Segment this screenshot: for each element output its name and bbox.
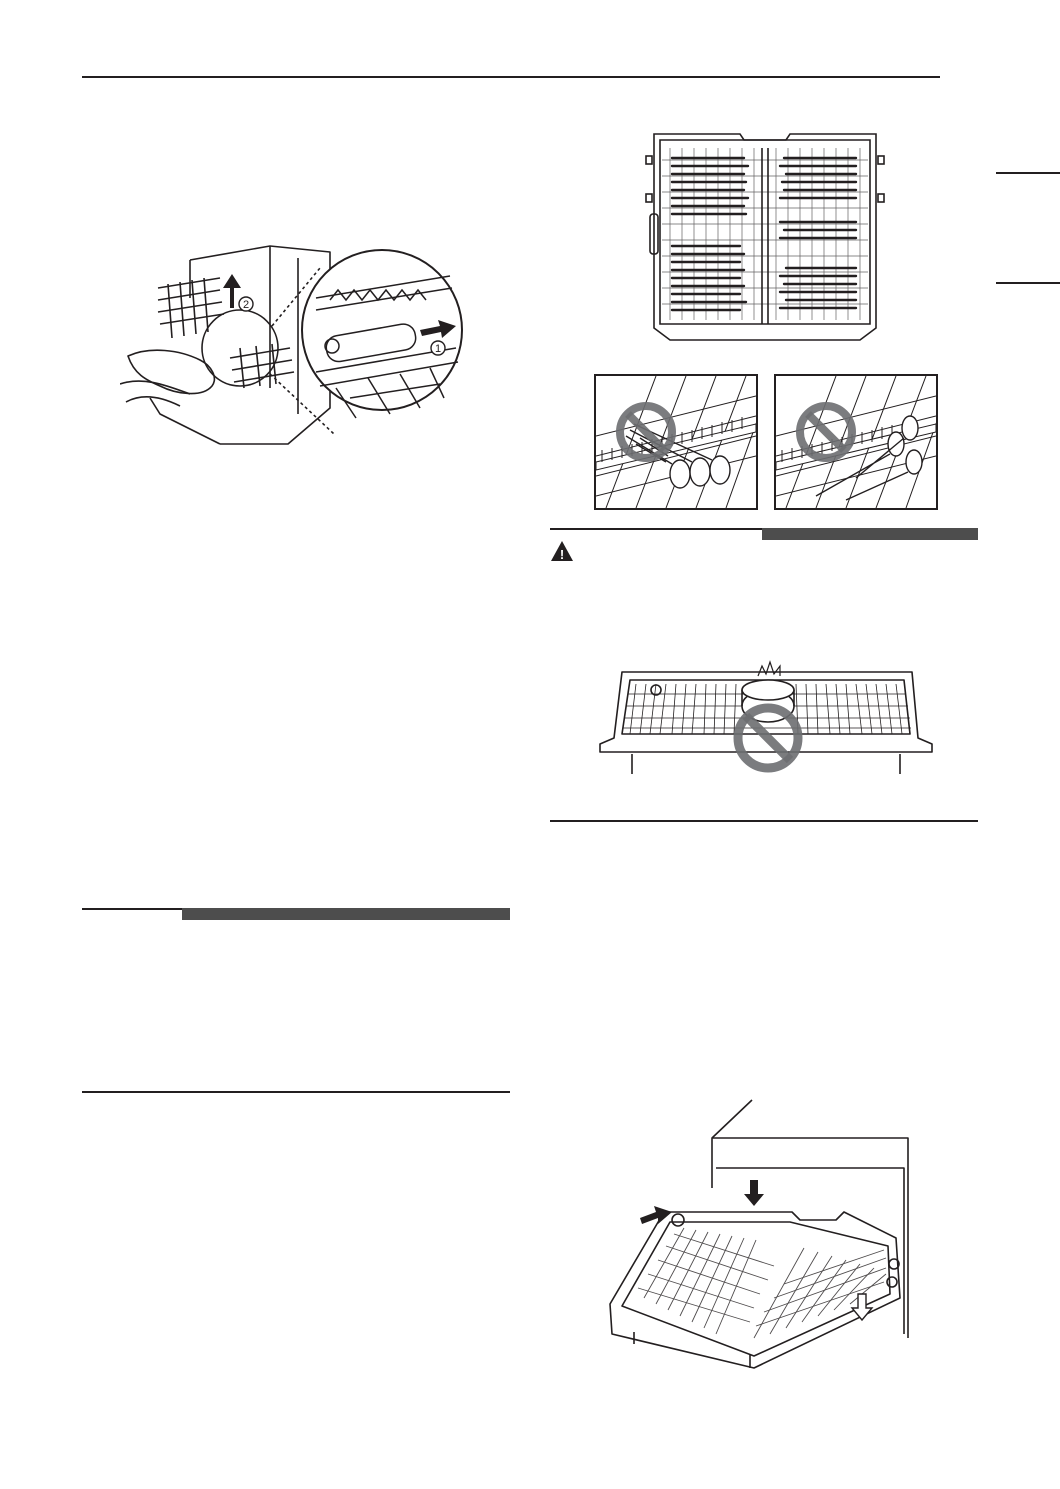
- side-tab-top-line: [996, 172, 1060, 174]
- note-top-rule-thin: [82, 908, 182, 910]
- step-label-2: 2: [242, 299, 250, 311]
- warning-top-rule-thin: [550, 528, 762, 530]
- warning-header-bar: [762, 528, 978, 540]
- side-tab-bottom-line: [996, 282, 1060, 284]
- step-label-1: 1: [434, 343, 442, 355]
- svg-text:!: !: [559, 547, 565, 562]
- cutlery-incorrect-right-panel: [774, 374, 938, 510]
- upper-rack-removal-illustration: [120, 238, 476, 450]
- note-header-bar: [182, 908, 510, 920]
- tray-obstruction-illustration: [592, 654, 940, 780]
- header-rule: [82, 76, 940, 78]
- cutlery-tray-top-view: [640, 128, 890, 344]
- tray-removal-illustration: [604, 1098, 912, 1370]
- warning-triangle-icon: [550, 540, 574, 562]
- note-bottom-rule: [82, 1091, 510, 1093]
- warning-bottom-rule: [550, 820, 978, 822]
- cutlery-incorrect-left-panel: [594, 374, 758, 510]
